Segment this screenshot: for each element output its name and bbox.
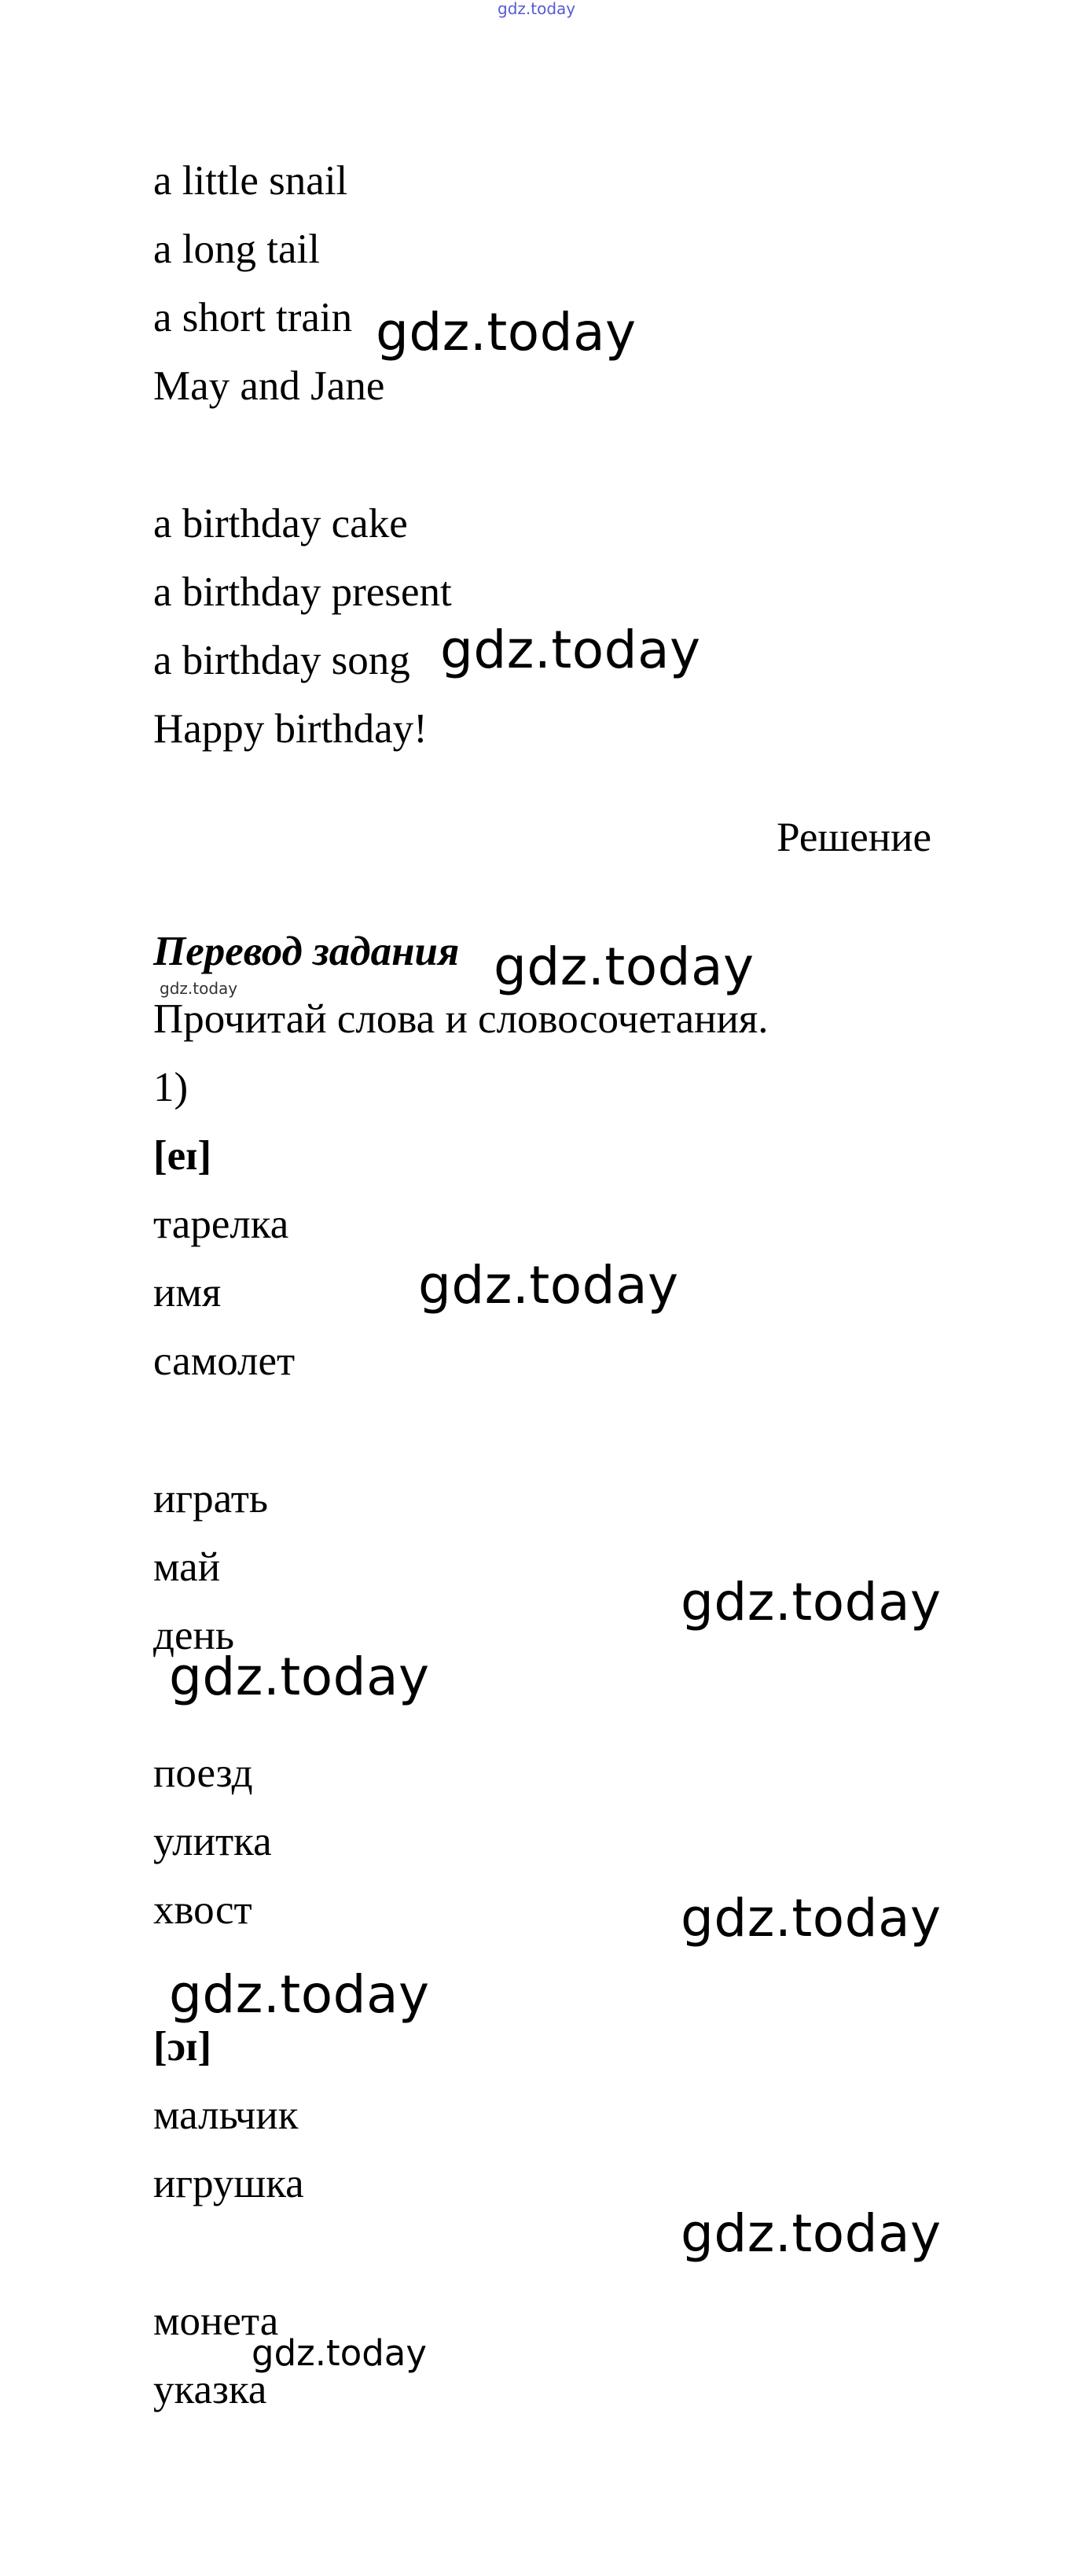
word-line: имя — [153, 1270, 222, 1316]
word-line: улитка — [153, 1819, 272, 1864]
watermark: gdz.today — [376, 302, 637, 362]
phrase-line: a birthday present — [153, 569, 452, 615]
watermark: gdz.today — [418, 1255, 679, 1316]
phrase-line: a birthday cake — [153, 501, 408, 546]
instruction-text: Прочитай слова и словосочетания. — [153, 996, 769, 1042]
sound-heading: [eɪ] — [153, 1133, 212, 1179]
exercise-number: 1) — [153, 1065, 189, 1110]
translation-heading: Перевод задания — [153, 929, 460, 974]
word-line: день — [153, 1613, 235, 1658]
word-line: поезд — [153, 1750, 253, 1796]
word-line: май — [153, 1544, 221, 1590]
word-line: мальчик — [153, 2092, 299, 2138]
watermark: gdz.today — [169, 1647, 430, 1707]
phrase-line: Happy birthday! — [153, 706, 428, 752]
word-line: указка — [153, 2367, 267, 2412]
watermark: gdz.today — [681, 2203, 942, 2264]
header-watermark: gdz.today — [498, 0, 576, 18]
phrase-line: a birthday song — [153, 638, 410, 683]
phrase-line: May and Jane — [153, 363, 385, 409]
watermark: gdz.today — [252, 2332, 428, 2374]
word-line: тарелка — [153, 1202, 289, 1247]
word-line: самолет — [153, 1338, 296, 1384]
watermark: gdz.today — [440, 620, 701, 680]
phrase-line: a little snail — [153, 158, 348, 204]
phrase-line: a short train — [153, 295, 353, 340]
sound-heading: [ɔɪ] — [153, 2024, 212, 2070]
word-line: игрушка — [153, 2161, 304, 2206]
word-line: хвост — [153, 1887, 252, 1933]
watermark: gdz.today — [494, 937, 755, 997]
watermark-small: gdz.today — [160, 979, 238, 998]
word-line: играть — [153, 1476, 269, 1522]
word-line: монета — [153, 2298, 279, 2344]
phrase-line: a long tail — [153, 226, 320, 272]
watermark: gdz.today — [681, 1572, 942, 1632]
solution-label: Решение — [777, 815, 931, 860]
watermark: gdz.today — [681, 1888, 942, 1949]
watermark: gdz.today — [169, 1964, 430, 2025]
